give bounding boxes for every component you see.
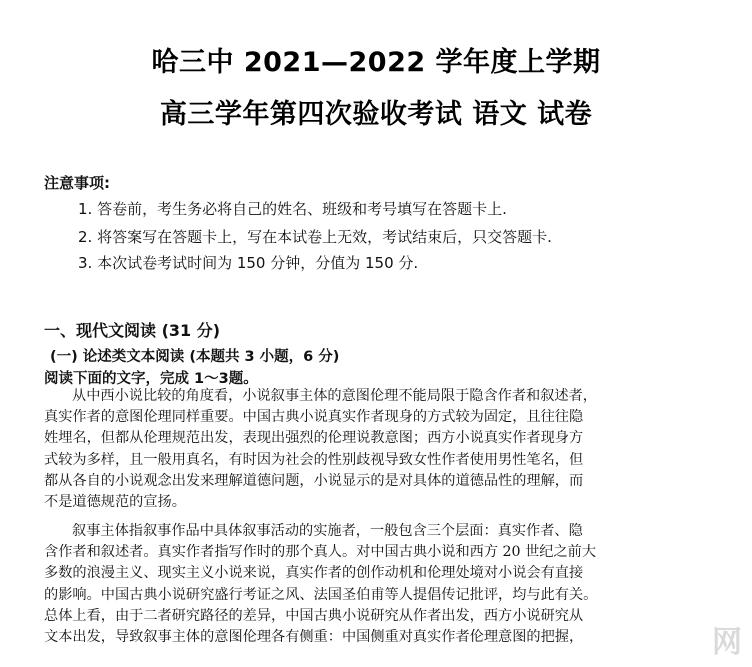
notes-heading: 注意事项: bbox=[44, 174, 110, 192]
paragraph-line: 式较为多样，且一般用真名，有时因为社会的性别歧视导致女性作者使用男性笔名，但 bbox=[44, 451, 584, 468]
paragraph-1 bbox=[44, 386, 716, 513]
paragraph-line: 总体上看，由于二者研究路径的差异，中国古典小说研究从作者出发，西方小说研究从 bbox=[44, 607, 584, 624]
paragraph-line: 文本出发，导致叙事主体的意图伦理各有侧重：中国侧重对真实作者伦理意图的把握， bbox=[44, 629, 584, 646]
paragraph-line: 含作者和叙述者。真实作者指写作时的那个真人。对中国古典小说和西方 20 世纪之前大 bbox=[44, 544, 597, 561]
paragraph-line: 多数的浪漫主义、现实主义小说来说，真实作者的创作动机和伦理处境对小说会有直接 bbox=[44, 565, 584, 582]
exam-title-line1: 哈三中 2021—2022 学年度上学期 bbox=[151, 47, 601, 78]
paragraph-line: 的影响。中国古典小说研究盛行考证之风、法国圣伯甫等人提倡传记批评，均与此有关。 bbox=[44, 586, 598, 603]
paragraph-line: 姓埋名，但都从伦理规范出发，表现出强烈的伦理说教意图；西方小说真实作者现身方 bbox=[44, 430, 584, 447]
paragraph-line: 叙事主体指叙事作品中具体叙事活动的实施者，一般包含三个层面：真实作者、隐 bbox=[72, 523, 583, 539]
subsection-heading: (一) 论述类文本阅读 (本题共 3 小题，6 分) bbox=[50, 349, 340, 365]
section-heading: 一、现代文阅读 (31 分) bbox=[44, 321, 221, 340]
watermark: 网 bbox=[712, 625, 744, 660]
paragraph-2 bbox=[44, 521, 716, 648]
note-item-3: 3. 本次试卷考试时间为 150 分钟，分值为 150 分. bbox=[78, 254, 419, 272]
note-item-2: 2. 将答案写在答题卡上，写在本试卷上无效，考试结束后，只交答题卡. bbox=[78, 228, 552, 246]
note-item-1: 1. 答卷前，考生务必将自己的姓名、班级和考号填写在答题卡上. bbox=[78, 200, 507, 218]
paragraph-line: 都从各自的小说观念出发来理解道德问题，小说显示的是对具体的道德品性的理解，而 bbox=[44, 472, 584, 489]
reading-instruction: 阅读下面的文字，完成 1～3题。 bbox=[44, 371, 258, 387]
paragraph-line: 真实作者的意图伦理同样重要。中国古典小说真实作者现身的方式较为固定，且往往隐 bbox=[44, 409, 584, 426]
paragraph-line: 不是道德规范的宣扬。 bbox=[44, 494, 186, 511]
paragraph-line: 从中西小说比较的角度看，小说叙事主体的意图伦理不能局限于隐含作者和叙述者， bbox=[72, 388, 597, 404]
exam-title-line2: 高三学年第四次验收考试 语文 试卷 bbox=[159, 99, 593, 130]
